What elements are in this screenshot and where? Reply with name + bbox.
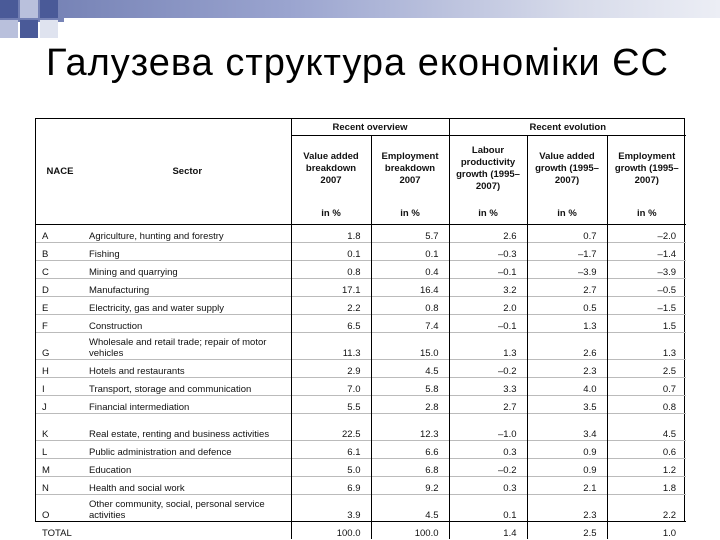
nace-code: C: [36, 261, 84, 279]
va-growth-cell: 1.3: [527, 315, 607, 333]
productivity-cell: 3.3: [449, 378, 527, 396]
employment-cell: 2.8: [371, 396, 449, 414]
employment-cell: 6.8: [371, 459, 449, 477]
value-added-cell: 3.9: [291, 495, 371, 522]
nace-code: K: [36, 414, 84, 441]
productivity-cell: –0.2: [449, 459, 527, 477]
header-recent-evolution: Recent evolution: [449, 119, 686, 136]
sector-name: Electricity, gas and water supply: [84, 297, 291, 315]
nace-code: D: [36, 279, 84, 297]
employment-cell: 0.8: [371, 297, 449, 315]
nace-code: F: [36, 315, 84, 333]
table-row: [36, 333, 686, 360]
deco-square: [0, 20, 18, 38]
total-row: [36, 522, 686, 540]
productivity-cell: 3.2: [449, 279, 527, 297]
sector-name: Health and social work: [84, 477, 291, 495]
table-row: [36, 225, 686, 243]
va-growth-cell: –3.9: [527, 261, 607, 279]
sector-name: Other community, social, personal service activities: [84, 495, 291, 522]
productivity-cell: 2.6: [449, 225, 527, 243]
header-recent-overview: Recent overview: [291, 119, 449, 136]
value-added-cell: 11.3: [291, 333, 371, 360]
emp-growth-cell: –1.4: [607, 243, 686, 261]
unit-label: in %: [291, 202, 371, 225]
value-added-cell: 5.0: [291, 459, 371, 477]
table-row: [36, 459, 686, 477]
va-growth-cell: 2.3: [527, 495, 607, 522]
value-added-cell: 5.5: [291, 396, 371, 414]
nace-code: H: [36, 360, 84, 378]
employment-cell: 12.3: [371, 414, 449, 441]
va-growth-cell: 0.7: [527, 225, 607, 243]
emp-growth-cell: 2.5: [607, 360, 686, 378]
deco-square: [20, 20, 38, 38]
va-growth-cell: 2.1: [527, 477, 607, 495]
employment-cell: 16.4: [371, 279, 449, 297]
table-row: [36, 396, 686, 414]
page-title: Галузева структура економіки ЄС: [46, 42, 669, 84]
nace-code: J: [36, 396, 84, 414]
sector-table: [35, 118, 685, 539]
table-row: [36, 495, 686, 522]
va-growth-cell: 2.3: [527, 360, 607, 378]
table-row: [36, 243, 686, 261]
total-emp-growth-cell: 1.0: [607, 522, 686, 540]
header-productivity: Labour productivity growth (1995–2007): [449, 136, 527, 203]
value-added-cell: 2.9: [291, 360, 371, 378]
total-nace-code: TOTAL: [36, 522, 84, 540]
header-employment: Employment breakdown 2007: [371, 136, 449, 203]
emp-growth-cell: 0.8: [607, 396, 686, 414]
header-value-added: Value added breakdown 2007: [291, 136, 371, 203]
value-added-cell: 7.0: [291, 378, 371, 396]
productivity-cell: 0.3: [449, 477, 527, 495]
nace-code: L: [36, 441, 84, 459]
nace-code: O: [36, 495, 84, 522]
employment-cell: 6.6: [371, 441, 449, 459]
emp-growth-cell: 2.2: [607, 495, 686, 522]
header-va-growth: Value added growth (1995–2007): [527, 136, 607, 203]
va-growth-cell: 3.5: [527, 396, 607, 414]
va-growth-cell: 0.5: [527, 297, 607, 315]
sector-name: Transport, storage and communication: [84, 378, 291, 396]
va-growth-cell: 0.9: [527, 441, 607, 459]
sector-name: Construction: [84, 315, 291, 333]
emp-growth-cell: –1.5: [607, 297, 686, 315]
table-row: [36, 378, 686, 396]
emp-growth-cell: –3.9: [607, 261, 686, 279]
employment-cell: 4.5: [371, 360, 449, 378]
sector-name: Wholesale and retail trade; repair of motor vehicles: [84, 333, 291, 360]
productivity-cell: 2.7: [449, 396, 527, 414]
employment-cell: 7.4: [371, 315, 449, 333]
nace-code: B: [36, 243, 84, 261]
deco-square: [0, 0, 18, 18]
unit-label: in %: [371, 202, 449, 225]
header-nace: NACE: [36, 119, 84, 225]
total-value-added-cell: 100.0: [291, 522, 371, 540]
productivity-cell: 2.0: [449, 297, 527, 315]
top-divider: [64, 18, 720, 22]
emp-growth-cell: 0.6: [607, 441, 686, 459]
value-added-cell: 22.5: [291, 414, 371, 441]
unit-label: in %: [527, 202, 607, 225]
nace-code: M: [36, 459, 84, 477]
unit-label: in %: [449, 202, 527, 225]
table-row: [36, 315, 686, 333]
employment-cell: 5.8: [371, 378, 449, 396]
emp-growth-cell: 1.5: [607, 315, 686, 333]
emp-growth-cell: 4.5: [607, 414, 686, 441]
sector-name: Public administration and defence: [84, 441, 291, 459]
sector-name: Fishing: [84, 243, 291, 261]
emp-growth-cell: –0.5: [607, 279, 686, 297]
nace-code: A: [36, 225, 84, 243]
table-row: [36, 297, 686, 315]
value-added-cell: 6.5: [291, 315, 371, 333]
table-row: [36, 360, 686, 378]
value-added-cell: 6.1: [291, 441, 371, 459]
value-added-cell: 6.9: [291, 477, 371, 495]
employment-cell: 15.0: [371, 333, 449, 360]
header-emp-growth: Employment growth (1995–2007): [607, 136, 686, 203]
value-added-cell: 0.1: [291, 243, 371, 261]
table-row: [36, 441, 686, 459]
value-added-cell: 0.8: [291, 261, 371, 279]
productivity-cell: 0.1: [449, 495, 527, 522]
value-added-cell: 1.8: [291, 225, 371, 243]
emp-growth-cell: 0.7: [607, 378, 686, 396]
sector-name: Mining and quarrying: [84, 261, 291, 279]
sector-name: Financial intermediation: [84, 396, 291, 414]
total-employment-cell: 100.0: [371, 522, 449, 540]
va-growth-cell: 0.9: [527, 459, 607, 477]
table-row: [36, 477, 686, 495]
deco-square: [20, 0, 38, 18]
nace-code: G: [36, 333, 84, 360]
total-productivity-cell: 1.4: [449, 522, 527, 540]
value-added-cell: 17.1: [291, 279, 371, 297]
header-sector: Sector: [84, 119, 291, 225]
va-growth-cell: 2.6: [527, 333, 607, 360]
deco-square: [40, 0, 58, 18]
productivity-cell: 0.3: [449, 441, 527, 459]
deco-square: [40, 20, 58, 38]
employment-cell: 9.2: [371, 477, 449, 495]
table-row: [36, 279, 686, 297]
productivity-cell: 1.3: [449, 333, 527, 360]
employment-cell: 5.7: [371, 225, 449, 243]
va-growth-cell: 2.7: [527, 279, 607, 297]
value-added-cell: 2.2: [291, 297, 371, 315]
va-growth-cell: –1.7: [527, 243, 607, 261]
total-va-growth-cell: 2.5: [527, 522, 607, 540]
va-growth-cell: 4.0: [527, 378, 607, 396]
sector-name: Manufacturing: [84, 279, 291, 297]
productivity-cell: –1.0: [449, 414, 527, 441]
productivity-cell: –0.2: [449, 360, 527, 378]
sector-name: Real estate, renting and business activities: [84, 414, 291, 441]
sector-name: Agriculture, hunting and forestry: [84, 225, 291, 243]
productivity-cell: –0.1: [449, 261, 527, 279]
table-row: [36, 414, 686, 441]
table-row: [36, 261, 686, 279]
productivity-cell: –0.3: [449, 243, 527, 261]
emp-growth-cell: 1.8: [607, 477, 686, 495]
sector-name: Hotels and restaurants: [84, 360, 291, 378]
employment-cell: 4.5: [371, 495, 449, 522]
emp-growth-cell: 1.2: [607, 459, 686, 477]
table-body: [36, 225, 686, 540]
productivity-cell: –0.1: [449, 315, 527, 333]
emp-growth-cell: –2.0: [607, 225, 686, 243]
emp-growth-cell: 1.3: [607, 333, 686, 360]
employment-cell: 0.4: [371, 261, 449, 279]
va-growth-cell: 3.4: [527, 414, 607, 441]
employment-cell: 0.1: [371, 243, 449, 261]
total-sector-name: [84, 522, 291, 540]
unit-label: in %: [607, 202, 686, 225]
nace-code: E: [36, 297, 84, 315]
nace-code: I: [36, 378, 84, 396]
nace-code: N: [36, 477, 84, 495]
sector-name: Education: [84, 459, 291, 477]
